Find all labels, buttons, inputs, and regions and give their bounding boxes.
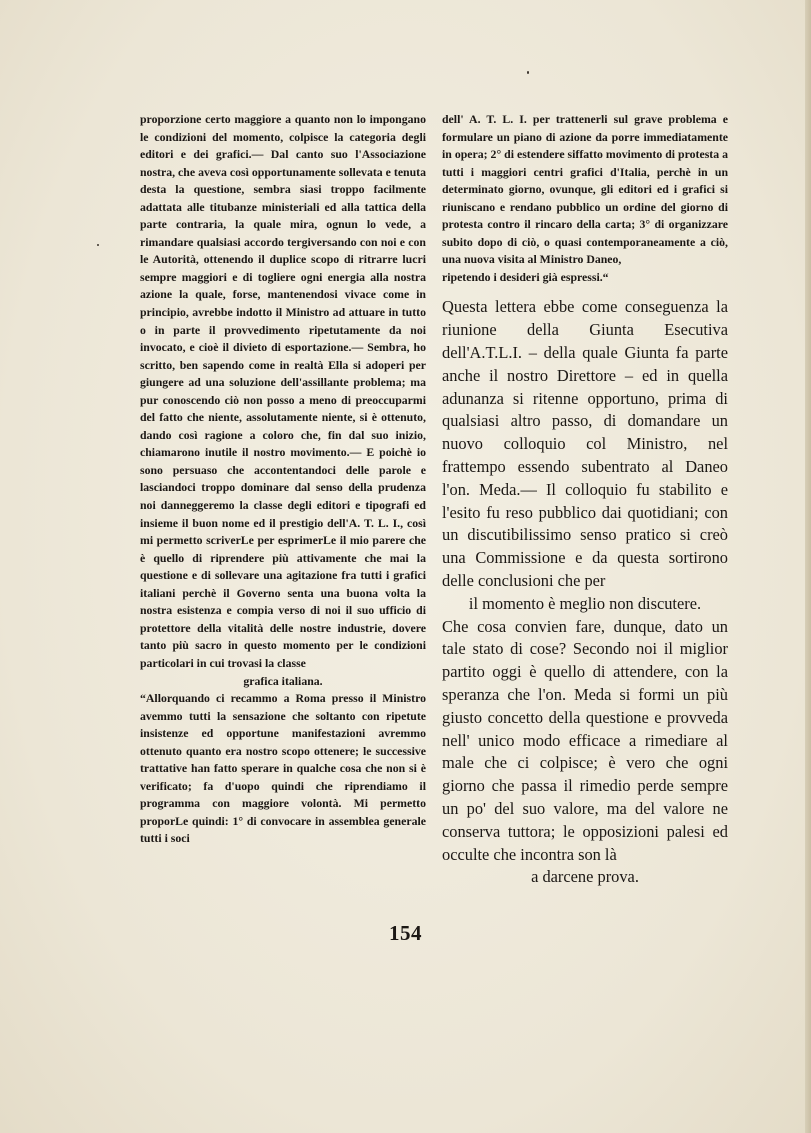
page-edge	[805, 0, 811, 1133]
right-paragraph-1: Questa lettera ebbe come conseguenza la riunione della Giunta Esecutiva dell'A.T.L.I. – della quale Giunta fa parte anche il nostro Direttore – ed in quella adunanza si ritenne opportuno, prima di qualsiasi altro passo, di domandare un nuovo colloquio col Ministro, nel frattempo essendo subentrato al Daneo l'on. Meda.— Il colloquio fu stabilito e l'esito fu reso pubblico dai quotidiani; con un discutibilissimo senso pratico si creò una Commissione e da questa sortirono delle conclusioni che per	[442, 297, 728, 591]
ink-speck	[97, 244, 99, 246]
left-paragraph-1-end: grafica italiana.	[243, 673, 323, 688]
page-number: 154	[389, 921, 422, 945]
right-paragraph-2: Che cosa convien fare, dunque, dato un tale stato di cose? Secondo noi il miglior partito oggi è quello di attendere, con la speranza che l'on. Meda si formi un più giusto concetto della questione e provveda nell' unico modo efficace a rimediare al male che ci colpisce; è vero che ogni giorno che passa il rimedio perde sempre un po' del suo valore, ma del valore ne conserva tuttora; le opposizioni palesi ed occulte che incontra son là	[442, 616, 728, 864]
left-paragraph-2: “Allorquando ci recammo a Roma presso il Ministro avemmo tutti la sensazione che soltanto con ripetute insistenze ed opportune manifestazioni avremmo ottenuto quanto era nostro scopo ottenere; le successive trattative han fatto sperare in qualche cosa che non si è verificato; fa d'uopo quindi che riprendiamo il programma con maggiore volontà. Mi permetto proporLe quindi: 1° di convocare in assemblea generale tutti i soci	[140, 691, 426, 846]
left-column	[140, 111, 426, 848]
right-quoted-text-end: ripetendo i desideri già espressi.“	[442, 269, 609, 284]
left-paragraph-1: proporzione certo maggiore a quanto non lo impongano le condizioni del momento, colpisce la categoria degli editori e dei grafici.— Dal canto suo l'Associazione nostra, che aveva così opportunamente sollevata e tenuta desta la questione, sembra siasi troppo facilmente adattata alle titubanze ministeriali ed alla tattica della parte contraria, la quale mira, ognun lo vede, a rimandare qualsiasi accordo tergiversando con noi e con le Autorità, ottenendo il duplice scopo di ritrarre lucri sempre maggiori e di togliere ogni energia alla nostra azione la quale, forse, mantenendosi vivace come in principio, avrebbe indotto il Ministro ad attuare in tutto o in parte il provvedimento ripetutamente da noi invocato, e cioè il divieto di esportazione.— Sembra, ho scritto, ben sapendo come in realtà Ella si adoperi per giungere ad una soluzione dell'assillante problema; ma pur conoscendo ciò non posso a meno di preoccuparmi del fatto che niente, assolutamente niente, si è ottenuto, dando così ragione a coloro che, fin dal suo inizio, chiamarono inutile il nostro movimento.— E poichè io sono persuaso che accontentandoci delle parole e lasciandoci troppo dominare dal senso della prudenza noi danneggeremo la classe degli editori e tipografi ed insieme il buon nome ed il prestigio dell'A. T. L. I., così mi permetto scriverLe per esprimerLe il mio parere che è quello di riprendere più attivamente che mai la questione e di sollevare una agitazione fra tutti i grafici italiani perchè il Governo senta una buona volta la nostra esistenza e compia verso di noi il suo ufficio di protettore della vitalità delle nostre industrie, dovere tanto più sacro in questo momento per le condizioni particolari in cui trovasi la classe	[140, 112, 426, 670]
right-body-text	[442, 296, 728, 889]
right-quoted-text: dell' A. T. L. I. per trattenerli sul grave problema e formulare un piano di azione da porre immediatamente in opera; 2° di estendere siffatto movimento di protesta a tutti i maggiori centri grafici d'Italia, perchè in un determinato giorno, ovunque, gli editori ed i grafici si riuniscano e rendano pubblico un ordine del giorno di protesta contro il rincaro della carta; 3° di organizzare subito dopo di ciò, o quasi contemporaneamente a ciò, una nuova visita al Ministro Daneo,	[442, 112, 728, 267]
right-column	[442, 111, 728, 889]
ink-speck	[527, 71, 529, 74]
right-paragraph-2-end: a darcene prova.	[531, 867, 639, 887]
right-paragraph-1-end: il momento è meglio non discutere.	[468, 593, 702, 613]
